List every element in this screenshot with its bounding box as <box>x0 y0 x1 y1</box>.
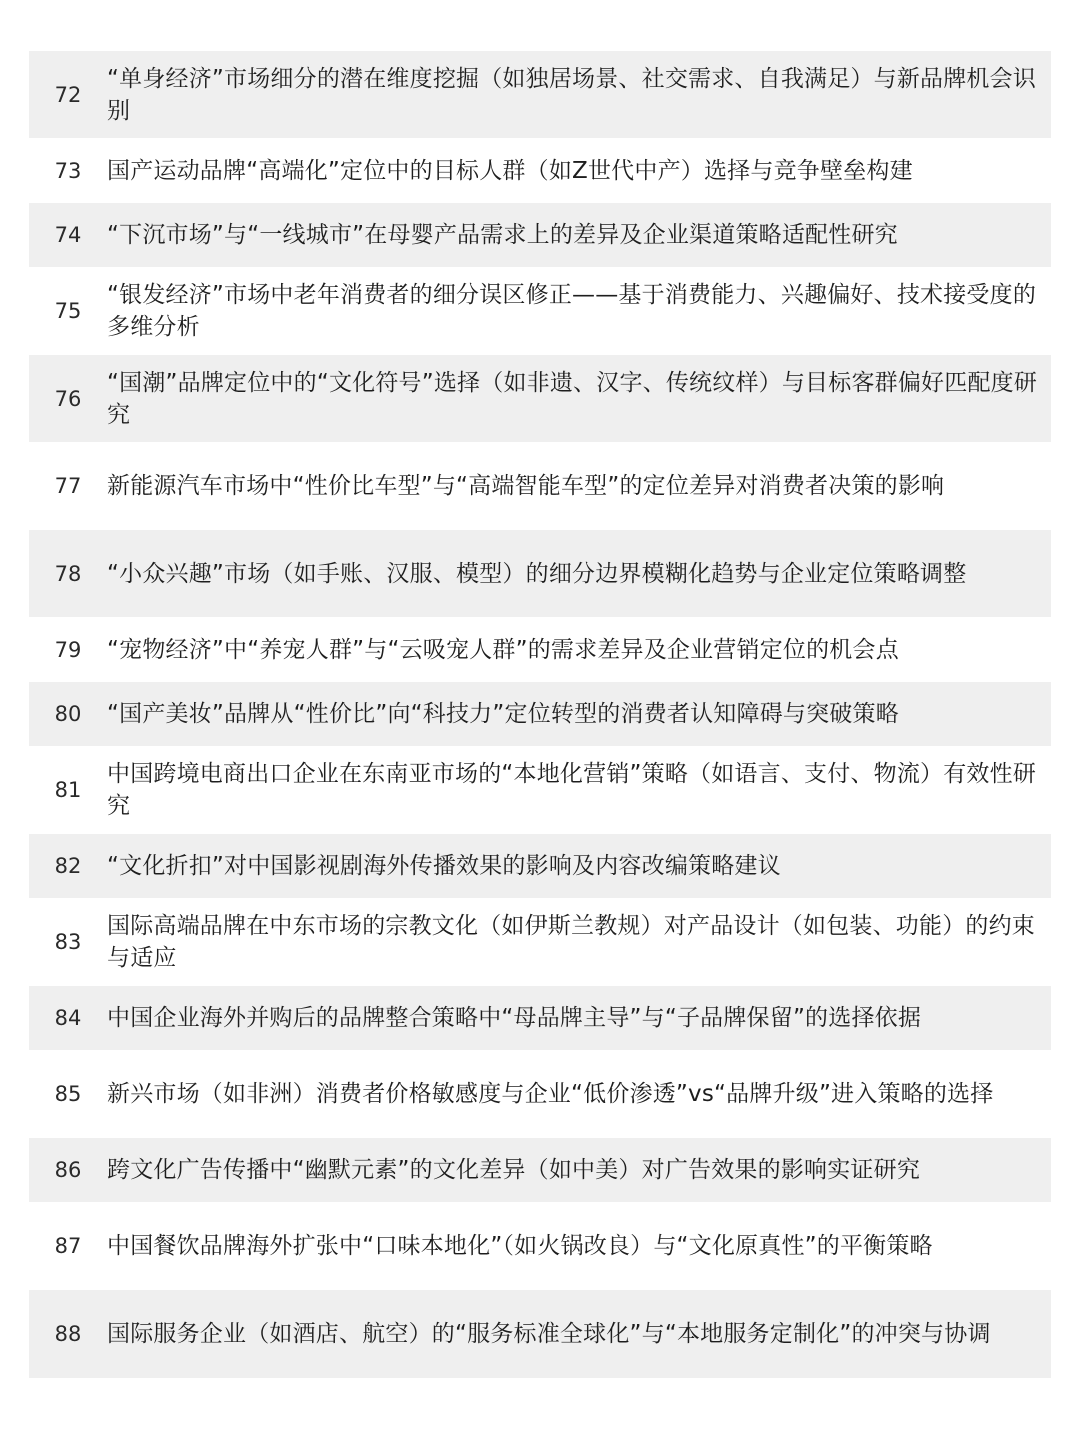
table-row <box>29 442 1051 530</box>
row-topic: 跨文化广告传播中“幽默元素”的文化差异（如中美）对广告效果的影响实证研究 <box>107 1157 921 1183</box>
row-number: 80 <box>54 702 82 726</box>
row-topic: “国产美妆”品牌从“性价比”向“科技力”定位转型的消费者认知障碍与突破策略 <box>107 701 899 727</box>
row-topic: 新兴市场（如非洲）消费者价格敏感度与企业“低价渗透”vs“品牌升级”进入策略的选择 <box>107 1081 994 1107</box>
row-number: 82 <box>54 854 82 878</box>
row-number: 84 <box>54 1006 82 1030</box>
table-row <box>29 203 1051 267</box>
row-topic: “小众兴趣”市场（如手账、汉服、模型）的细分边界模糊化趋势与企业定位策略调整 <box>107 560 967 587</box>
table-row <box>29 834 1051 898</box>
row-number: 83 <box>54 930 82 954</box>
table-row <box>29 138 1051 203</box>
row-number: 77 <box>54 474 82 498</box>
row-number: 79 <box>54 637 82 662</box>
row-number: 74 <box>54 223 82 247</box>
table-row <box>29 1202 1051 1290</box>
table-row <box>29 267 1051 355</box>
row-topic: “单身经济”市场细分的潜在维度挖掘（如独居场景、社交需求、自我满足）与新品牌机会识别 <box>107 65 1037 124</box>
row-topic: 新能源汽车市场中“性价比车型”与“高端智能车型”的定位差异对消费者决策的影响 <box>107 473 945 499</box>
row-number: 73 <box>54 158 82 183</box>
topic-table <box>29 51 1051 1378</box>
row-number: 85 <box>54 1082 82 1106</box>
table-row <box>29 530 1051 617</box>
row-number: 76 <box>54 386 82 411</box>
table-row <box>29 1050 1051 1138</box>
row-topic: “银发经济”市场中老年消费者的细分误区修正——基于消费能力、兴趣偏好、技术接受度的多维分析 <box>107 282 1037 340</box>
row-number: 81 <box>54 778 82 802</box>
row-topic: “国潮”品牌定位中的“文化符号”选择（如非遗、汉字、传统纹样）与目标客群偏好匹配度研究 <box>107 369 1038 428</box>
row-number: 86 <box>54 1158 82 1182</box>
table-row <box>29 898 1051 986</box>
table-row <box>29 1138 1051 1202</box>
table-row <box>29 682 1051 746</box>
row-number: 75 <box>54 299 82 323</box>
row-topic: 中国跨境电商出口企业在东南亚市场的“本地化营销”策略（如语言、支付、物流）有效性研究 <box>107 761 1037 819</box>
table-row <box>29 746 1051 834</box>
table-row <box>29 51 1051 138</box>
row-number: 78 <box>54 561 82 586</box>
row-topic: “下沉市场”与“一线城市”在母婴产品需求上的差异及企业渠道策略适配性研究 <box>107 222 898 248</box>
table-row <box>29 355 1051 442</box>
table-row <box>29 1290 1051 1378</box>
row-topic: “文化折扣”对中国影视剧海外传播效果的影响及内容改编策略建议 <box>107 853 781 879</box>
row-topic: 中国企业海外并购后的品牌整合策略中“母品牌主导”与“子品牌保留”的选择依据 <box>107 1005 922 1031</box>
row-topic: 中国餐饮品牌海外扩张中“口味本地化”（如火锅改良）与“文化原真性”的平衡策略 <box>107 1233 933 1259</box>
row-topic: 国际高端品牌在中东市场的宗教文化（如伊斯兰教规）对产品设计（如包装、功能）的约束与适应 <box>107 913 1035 971</box>
table-row <box>29 986 1051 1050</box>
table-row <box>29 617 1051 682</box>
row-number: 88 <box>54 1322 82 1346</box>
row-number: 87 <box>54 1234 82 1258</box>
row-topic: 国产运动品牌“高端化”定位中的目标人群（如Z世代中产）选择与竞争壁垒构建 <box>107 157 913 184</box>
row-number: 72 <box>54 82 82 107</box>
row-topic: 国际服务企业（如酒店、航空）的“服务标准全球化”与“本地服务定制化”的冲突与协调 <box>107 1321 991 1347</box>
row-topic: “宠物经济”中“养宠人群”与“云吸宠人群”的需求差异及企业营销定位的机会点 <box>107 636 899 663</box>
